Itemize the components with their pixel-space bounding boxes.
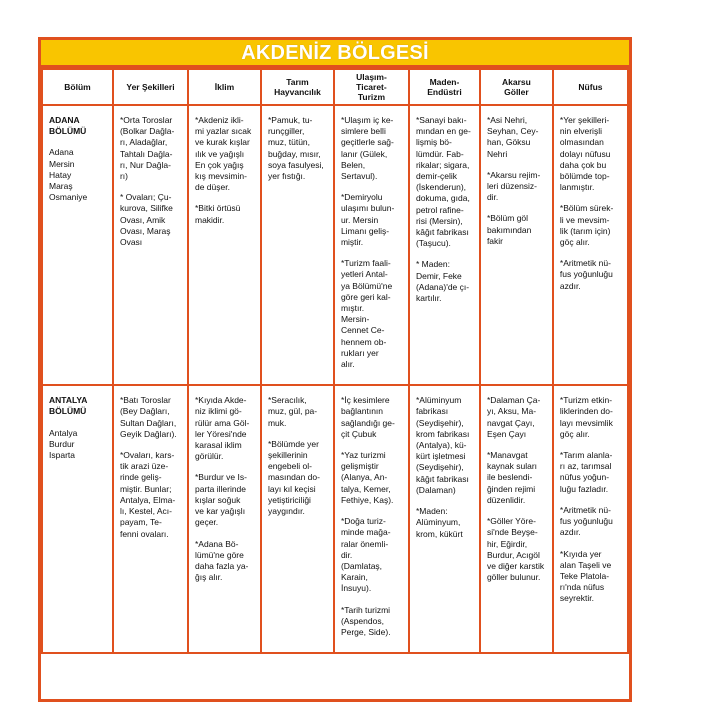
cell-text: * Maden: Demir, Feke (Adana)'de çı- kartılır. — [415, 259, 470, 304]
cell-text: *Akarsu rejim- leri düzensiz- dir. — [486, 169, 541, 203]
cell-text: *Bölümde yer şekillerinin engebeli ol- masından do- layı kıl keçisi yetiştiriciliği yaygındır. — [267, 438, 320, 517]
cell-text: *Maden: Alüminyum, krom, kükürt — [415, 506, 463, 539]
table-row — [42, 105, 628, 385]
iklim-cell — [188, 385, 261, 653]
ulasim-cell — [334, 385, 409, 653]
cell-text: *Orta Toroslar (Bolkar Dağla- rı, Aladağlar, Tahtalı Dağla- rı, Nur Dağla- rı) — [119, 115, 175, 182]
cell-text: *Göller Yöre- si'nde Beyşe- hir, Eğirdir, Burdur, Acıgöl ve diğer karstik göller bulunur. — [486, 516, 545, 583]
cell-text: *Yer şekilleri- nin elverişli olmasından dolayı nüfusu daha çok bu bölümde top- lanmıştır. — [559, 115, 611, 193]
header-bolum: Bölüm — [42, 69, 113, 105]
cell-text: *Demiryolu ulaşımı bulun- ur. Mersin Limanı geliş- miştir. — [340, 192, 395, 248]
cell-text: *Manavgat kaynak suları ile beslendi- ğinden rejimi düzenlidir. — [486, 450, 538, 505]
region-title: ANTALYA BÖLÜMÜ — [49, 395, 88, 417]
region-cell — [42, 105, 113, 385]
cell-text: *Seracılık, muz, gül, pa- muk. — [267, 395, 318, 428]
cell-text: *Batı Toroslar (Bey Dağları, Sultan Dağları, Geyik Dağları). — [119, 395, 177, 439]
maden-cell — [409, 105, 480, 385]
cell-text: *Bölüm sürek- li ve mevsim- lik (tarım için) göç alır. — [559, 203, 614, 248]
cell-text: *Aritmetik nü- fus yoğunluğu azdır. — [559, 504, 613, 538]
yer-cell — [113, 385, 188, 653]
header-yer-sekilleri: Yer Şekilleri — [113, 69, 188, 105]
cell-text: *Asi Nehri, Seyhan, Cey- han, Göksu Nehri — [486, 115, 539, 159]
cell-text: *Adana Bö- lümü'ne göre daha fazla ya- ğış alır. — [194, 538, 249, 583]
region-cities: Antalya Burdur Isparta — [49, 427, 78, 461]
header-tarim: Tarım Hayvancılık — [261, 69, 334, 105]
tarim-cell — [261, 105, 334, 385]
iklim-cell — [188, 105, 261, 385]
header-nufus: Nüfus — [553, 69, 628, 105]
cell-text: *Turizm etkin- liklerinden do- layı mevsimlik göç alır. — [559, 395, 613, 439]
cell-text: *Kıyıda Akde- niz iklimi gö- rülür ama Göl- ler Yöresi'nde karasal iklim görülür. — [194, 395, 250, 462]
nufus-cell — [553, 105, 628, 385]
cell-text: *Aritmetik nü- fus yoğunluğu azdır. — [559, 258, 613, 291]
table-row — [42, 385, 628, 653]
cell-text: *Kıyıda yer alan Taşeli ve Teke Platola- rı'nda nüfus seyrektir. — [559, 548, 612, 604]
cell-text: *Ovaları, kars- tik arazi üze- rinde geliş- miştir. Bunlar; Antalya, Elma- lı, Kestel, Acı- payam, Te- fenni ovaları. — [119, 450, 176, 539]
cell-text: *Ulaşım iç ke- simlere belli geçitlerle sağ- lanır (Gülek, Belen, Sertavul). — [340, 115, 394, 182]
header-row — [42, 69, 628, 105]
header-maden: Maden- Endüstri — [409, 69, 480, 105]
region-cell — [42, 385, 113, 653]
akarsu-cell — [480, 105, 553, 385]
cell-text: *Akdeniz ikli- mi yazlar sıcak ve kurak kışlar ılık ve yağışlı En çok yağış kış mevsimin- de düşer. — [194, 115, 252, 193]
maden-cell — [409, 385, 480, 653]
cell-text: *Turizm faali- yetleri Antal- ya Bölümü'ne göre geri kal- mıştır. Mersin- Cennet Ce- hennem ob- rukları yer alır. — [340, 258, 393, 370]
cell-text: *Doğa turiz- minde mağa- ralar önemli- dir. (Damlataş, Karain, İnsuyu). — [340, 516, 391, 594]
document-frame — [38, 37, 632, 702]
header-iklim: İklim — [188, 69, 261, 105]
cell-text: *İç kesimlere bağlantının sağlandığı ge- çit Çubuk — [340, 395, 395, 439]
cell-text: *Sanayi bakı- mından en ge- lişmiş bö- lümdür. Fab- rikalar; sigara, demir-çelik (İskenderun), dokuma, gıda, petrol rafine- risi (Mersin), kâğıt fabrikası (Taşucu). — [415, 115, 471, 249]
header-ulasim: Ulaşım- Ticaret- Turizm — [334, 69, 409, 105]
ulasim-cell — [334, 105, 409, 385]
header-akarsu: Akarsu Göller — [480, 69, 553, 105]
cell-text: *Yaz turizmi gelişmiştir (Alanya, An- talya, Kemer, Fethiye, Kaş). — [340, 450, 394, 505]
nufus-cell — [553, 385, 628, 653]
akarsu-cell — [480, 385, 553, 653]
cell-text: * Ovaları; Çu- kurova, Silifke Ovası, Amik Ovası, Maraş Ovası — [119, 192, 173, 248]
region-title: ADANA BÖLÜMÜ — [49, 115, 87, 137]
cell-text: *Burdur ve Is- parta illerinde kışlar soğuk ve kar yağışlı geçer. — [194, 472, 247, 528]
cell-text: *Tarım alanla- rı az, tarımsal nüfus yoğun- luğu fazladır. — [559, 450, 613, 494]
cell-text: *Dalaman Ça- yı, Aksu, Ma- navgat Çayı, Eşen Çayı — [486, 395, 541, 439]
cell-text: *Tarih turizmi (Aspendos, Perge, Side). — [340, 604, 391, 637]
yer-cell — [113, 105, 188, 385]
tarim-cell — [261, 385, 334, 653]
page-title: AKDENİZ BÖLGESİ — [41, 40, 629, 68]
cell-text: *Alüminyum fabrikası (Seydişehir), krom fabrikası (Antalya), kü- kürt işletmesi (Seydişehir), kâğıt fabrikası (Dalaman) — [415, 395, 470, 495]
cell-text: *Bölüm göl bakımından fakir — [486, 213, 532, 246]
region-cities: Adana Mersin Hatay Maraş Osmaniye — [49, 147, 88, 203]
cell-text: *Pamuk, tu- runçgiller, muz, tütün, buğday, mısır, soya fasulyesi, yer fıstığı. — [267, 115, 324, 182]
info-table — [41, 68, 629, 654]
cell-text: *Bitki örtüsü makidir. — [194, 203, 241, 225]
